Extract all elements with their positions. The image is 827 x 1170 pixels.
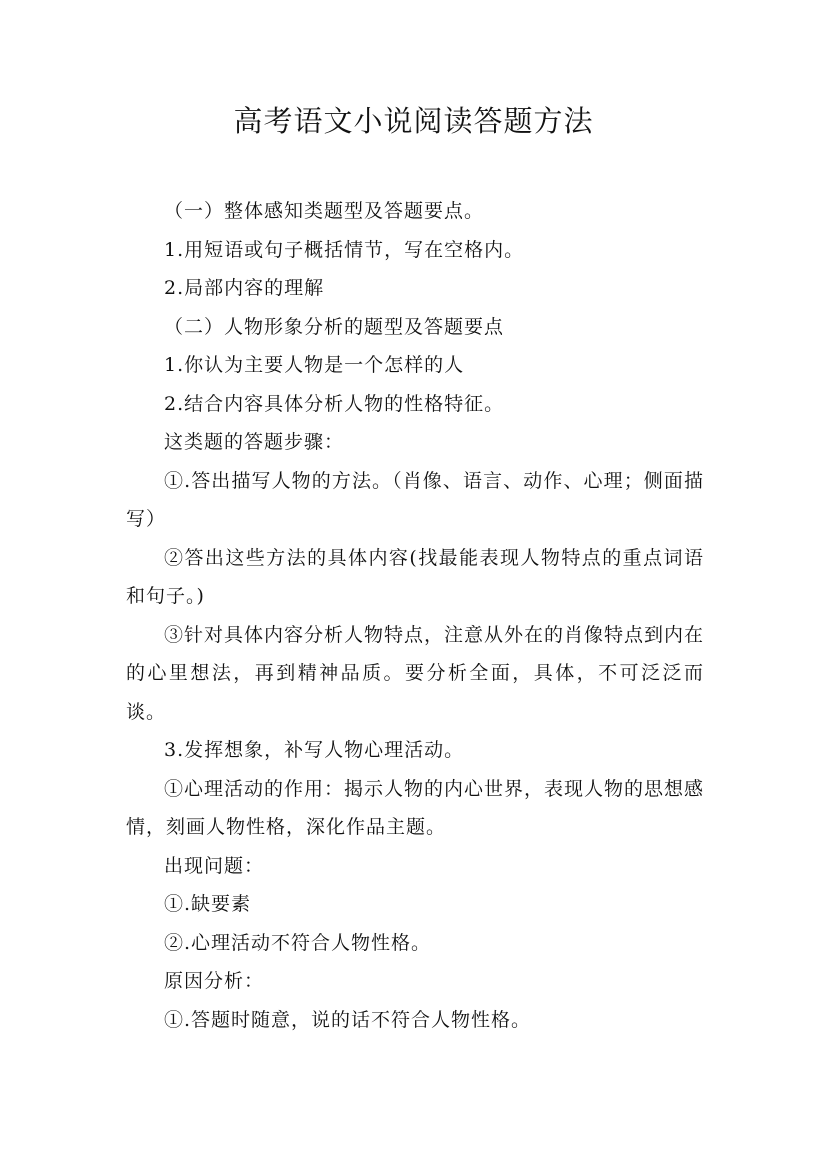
paragraph-cause-1: ①.答题时随意，说的话不符合人物性格。 <box>164 1008 532 1031</box>
paragraph-step-3: ③针对具体内容分析人物特点，注意从外在的肖像特点到内在的心里想法，再到精神品质。要分析全面，具体，不可泛泛而谈。 <box>126 623 705 723</box>
document-body <box>126 192 704 1039</box>
paragraph-problem-2: ②.心理活动不符合人物性格。 <box>164 931 432 954</box>
paragraph-item-3: 3.发挥想象，补写人物心理活动。 <box>164 739 465 761</box>
paragraph-item-1: 1.用短语或句子概括情节，写在空格内。 <box>164 238 525 261</box>
paragraph-psychology-role: ①心理活动的作用：揭示人物的内心世界，表现人物的思想感情，刻画人物性格，深化作品主题。 <box>126 777 705 838</box>
paragraph-section-one-heading: （一）整体感知类题型及答题要点。 <box>164 200 485 222</box>
paragraph-item-2: 2.结合内容具体分析人物的性格特征。 <box>164 392 505 415</box>
paragraph-causes-heading: 原因分析： <box>164 970 265 992</box>
paragraph-item-2: 2.局部内容的理解 <box>164 277 325 299</box>
paragraph-step-1: ①.答出描写人物的方法。（肖像、语言、动作、心理；侧面描写） <box>126 469 704 530</box>
paragraph-item-1: 1.你认为主要人物是一个怎样的人 <box>164 354 465 376</box>
paragraph-steps-heading: 这类题的答题步骤： <box>164 431 345 453</box>
paragraph-section-two-heading: （二）人物形象分析的题型及答题要点 <box>164 315 505 338</box>
document-title: 高考语文小说阅读答题方法 <box>233 104 594 138</box>
paragraph-problems-heading: 出现问题： <box>164 854 265 877</box>
paragraph-step-2: ②答出这些方法的具体内容(找最能表现人物特点的重点词语和句子。) <box>126 546 704 607</box>
paragraph-problem-1: ①.缺要素 <box>164 893 252 915</box>
